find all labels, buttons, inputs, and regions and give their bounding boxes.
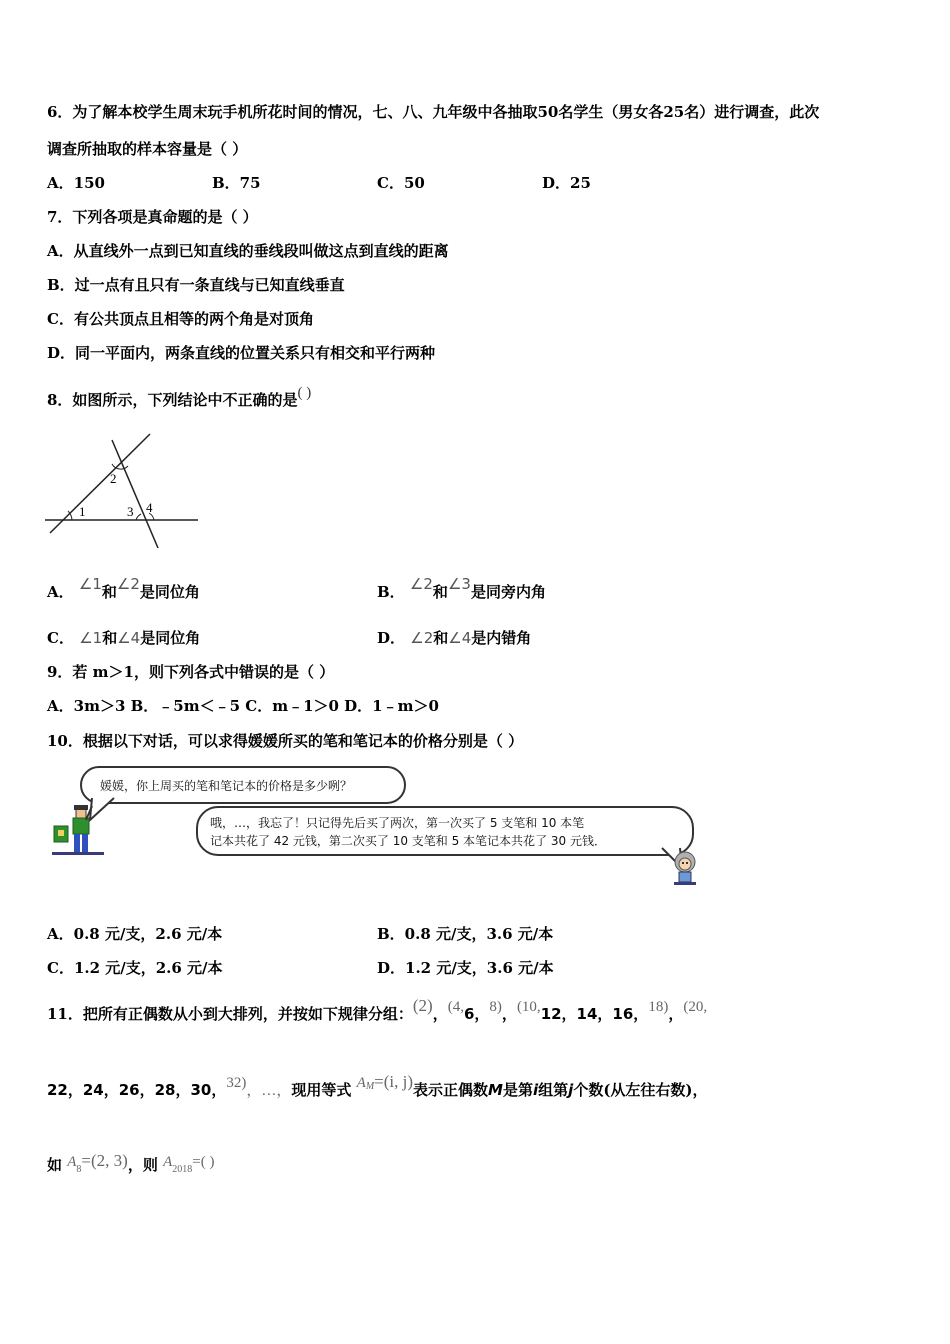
- q8-c-angle2: ∠4: [117, 629, 141, 647]
- q11-line3-ru: 如: [47, 1156, 63, 1174]
- q8-stem: [47, 385, 312, 411]
- q8-option-b: [377, 575, 546, 602]
- q11-sep-3: ，: [668, 1005, 684, 1023]
- q6-option-b: B．75: [212, 174, 261, 192]
- q8-a-angle1: ∠1: [78, 575, 102, 593]
- q11-sep-2: ，: [501, 1005, 517, 1023]
- q8-c-angle1: ∠1: [79, 629, 103, 647]
- q8-a-text: 是同位角: [139, 583, 200, 601]
- q10-girl-figure: [668, 850, 702, 886]
- q11-var-j: j: [568, 1081, 574, 1099]
- q8-option-d: [377, 628, 531, 648]
- q11-line2-32: 32): [226, 1075, 247, 1091]
- q8-figure: [40, 428, 210, 553]
- q8-option-c: [47, 628, 200, 648]
- q8-a-angle2: ∠2: [116, 575, 140, 593]
- q8-b-and: 和: [432, 583, 448, 601]
- q8-slanted-line-2: [112, 440, 158, 548]
- q7-option-d: D．同一平面内，两条直线的位置关系只有相交和平行两种: [47, 344, 436, 362]
- q8-d-text: 是内错角: [471, 629, 532, 647]
- q6-stem-line2: 调查所抽取的样本容量是（ ）: [47, 140, 248, 158]
- q11-line3-var-a8: A: [67, 1154, 77, 1170]
- q11-line3-var-a2018: A: [163, 1154, 173, 1170]
- q8-angle-arc-3: [136, 514, 141, 520]
- q11-eq-ij: =(i, j): [374, 1072, 414, 1091]
- q8-d-and: 和: [433, 629, 449, 647]
- q8-b-text: 是同旁内角: [470, 583, 546, 601]
- q11-group-4a: (20,: [683, 999, 708, 1015]
- q8-label-3: 3: [127, 504, 134, 519]
- q11-line2: [47, 1072, 708, 1103]
- q11-line3-answer-paren: =( ): [192, 1154, 215, 1170]
- q8-answer-paren: ( ): [297, 385, 312, 401]
- q6-option-d: D．25: [542, 174, 591, 192]
- q10-bubble1-text: 媛媛，你上周买的笔和笔记本的价格是多少咧？: [100, 779, 353, 793]
- q6-option-a: A．150: [47, 174, 105, 192]
- q7-option-a: A．从直线外一点到已知直线的垂线段叫做这点到直线的距离: [47, 242, 449, 260]
- q8-label-1: 1: [79, 504, 86, 519]
- q11-var-m: M: [488, 1081, 503, 1099]
- q8-c-and: 和: [102, 629, 118, 647]
- q8-a-and: 和: [101, 583, 117, 601]
- q10-option-a: A．0.8 元/支，2.6 元/本: [47, 925, 223, 943]
- q8-c-text: 是同位角: [140, 629, 201, 647]
- q10-option-d: D．1.2 元/支，3.6 元/本: [377, 959, 554, 977]
- q11-group-2b: 6，: [463, 1005, 490, 1023]
- q10-bubble2-line2: 记本共花了 42 元钱，第二次买了 10 支笔和 5 本笔记本共花了 30 元钱．: [210, 834, 606, 848]
- q11-group-2c: 8): [489, 999, 502, 1015]
- q7-stem: 7．下列各项是真命题的是（ ）: [47, 208, 258, 226]
- q11-group-2a: (4,: [447, 999, 464, 1015]
- q11-line1: [47, 996, 708, 1025]
- q11-stem: 11．把所有正偶数从小到大排列，并按如下规律分组：: [47, 1005, 413, 1023]
- q7-option-b: B．过一点有且只有一条直线与已知直线垂直: [47, 276, 345, 294]
- q10-bubble2-line1: 哦，…，我忘了！只记得先后买了两次，第一次买了 5 支笔和 10 本笔: [210, 816, 585, 830]
- q11-line2-text6: (从左往右数)，: [603, 1081, 708, 1099]
- q11-group-3c: 18): [648, 999, 669, 1015]
- q11-line2-text2: 表示正偶数: [413, 1081, 489, 1099]
- q11-line2-dots: ，…，: [246, 1083, 292, 1099]
- q7-option-c: C．有公共顶点且相等的两个角是对顶角: [47, 310, 314, 328]
- q10-stem: 10．根据以下对话，可以求得媛媛所买的笔和笔记本的价格分别是（ ）: [47, 732, 524, 750]
- q8-b-angle2: ∠3: [447, 575, 471, 593]
- q8-d-letter: D．: [377, 629, 406, 647]
- q8-stem-text: 8．如图所示，下列结论中不正确的是: [47, 391, 298, 409]
- q6-stem-line1: 6．为了解本校学生周末玩手机所花时间的情况，七、八、九年级中各抽取50名学生（男女各25名）进行调查，此次: [47, 103, 820, 121]
- q8-a-letter: A．: [47, 583, 74, 601]
- q11-line3-sub-8: 8: [76, 1164, 82, 1175]
- q8-d-angle2: ∠4: [448, 629, 472, 647]
- q8-label-4: 4: [146, 500, 153, 515]
- q11-var-a: A: [356, 1075, 366, 1091]
- q11-group-3b: 12，14，16，: [540, 1005, 649, 1023]
- q11-group-3a: (10,: [516, 999, 541, 1015]
- q10-speech-bubble-2: [196, 806, 694, 856]
- q11-line3-ze: ，则: [127, 1156, 158, 1174]
- q8-b-letter: B．: [377, 583, 405, 601]
- q8-c-letter: C．: [47, 629, 74, 647]
- q8-slanted-line-1: [50, 434, 150, 533]
- q10-boy-figure: [50, 802, 106, 856]
- q11-line3: [47, 1151, 215, 1178]
- q8-label-2: 2: [110, 471, 117, 486]
- q11-var-i: i: [532, 1081, 539, 1099]
- q6-option-c: C．50: [377, 174, 425, 192]
- q11-line2-numbers: 22，24，26，28，30，: [47, 1081, 227, 1099]
- q9-options: A．3m＞3 B．﹣5m＜﹣5 C．m﹣1＞0 D．1﹣m＞0: [47, 697, 439, 715]
- q10-option-b: B．0.8 元/支，3.6 元/本: [377, 925, 554, 943]
- q8-b-angle1: ∠2: [409, 575, 433, 593]
- q9-stem: 9．若 m＞1，则下列各式中错误的是（ ）: [47, 663, 335, 681]
- q8-option-a: [47, 575, 200, 602]
- q10-option-c: C．1.2 元/支，2.6 元/本: [47, 959, 223, 977]
- q11-sub-m: M: [365, 1081, 375, 1092]
- q11-line2-text4: 组第: [538, 1081, 569, 1099]
- q11-line3-sub-2018: 2018: [172, 1164, 193, 1175]
- q11-line3-eq-23: =(2, 3): [81, 1151, 128, 1170]
- q11-sep-1: ，: [432, 1005, 448, 1023]
- q11-group-1: (2): [412, 996, 433, 1015]
- q11-line2-text1: 现用等式: [291, 1081, 352, 1099]
- q10-speech-bubble-1: [80, 766, 406, 804]
- q11-line2-text5: 个数: [573, 1081, 604, 1099]
- q11-line2-text3: 是第: [502, 1081, 533, 1099]
- q8-d-angle1: ∠2: [410, 629, 434, 647]
